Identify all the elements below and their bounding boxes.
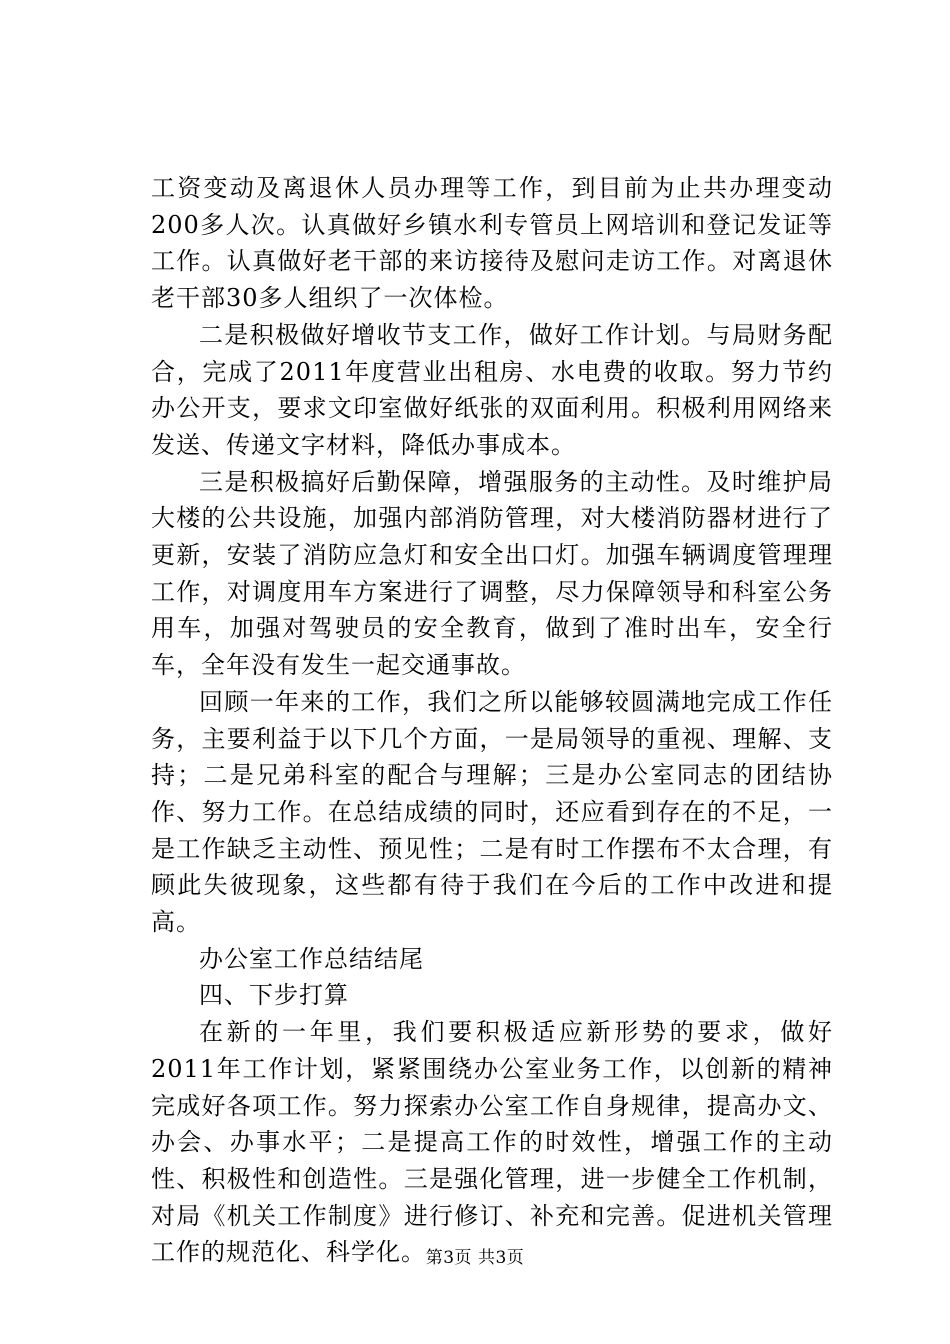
section-label-ending: 办公室工作总结结尾 [199,944,424,973]
paragraph-cost-saving: 二是积极做好增收节支工作，做好工作计划。与局财务配合，完成了2011年度营业出租房、水电费的收取。努力节约办公开支，要求文印室做好纸张的双面利用。积极利用网络来发送、传递文字材料，降低办事成本。 [151,320,833,459]
paragraph-plan: 在新的一年里，我们要积极适应新形势的要求，做好2011年工作计划，紧紧围绕办公室业务工作，以创新的精神完成好各项工作。努力探索办公室工作自身规律，提高办文、办会、办事水平；二是提高工作的时效性，增强工作的主动性、积极性和创造性。三是强化管理，进一步健全工作机制，对局《机关工作制度》进行修订、补充和完善。促进机关管理工作的规范化、科学化。 [151,1018,833,1267]
paragraph-continued: 工资变动及离退休人员办理等工作，到目前为止共办理变动200多人次。认真做好乡镇水利专管员上网培训和登记发证等工作。认真做好老干部的来访接待及慰问走访工作。对离退休老干部30多人组织了一次体检。 [151,174,833,313]
page-number-footer: 第3页 共3页 [425,1248,525,1268]
document-body [151,170,833,1271]
paragraph-logistics: 三是积极搞好后勤保障，增强服务的主动性。及时维护局大楼的公共设施，加强内部消防管理，对大楼消防器材进行了更新，安装了消防应急灯和安全出口灯。加强车辆调度管理理工作，对调度用车方案进行了调整，尽力保障领导和科室公务用车，加强对驾驶员的安全教育，做到了准时出车，安全行车，全年没有发生一起交通事故。 [151,467,833,680]
paragraph-review: 回顾一年来的工作，我们之所以能够较圆满地完成工作任务，主要利益于以下几个方面，一是局领导的重视、理解、支持；二是兄弟科室的配合与理解；三是办公室同志的团结协作、努力工作。在总结成绩的同时，还应看到存在的不足，一是工作缺乏主动性、预见性；二是有时工作摆布不太合理，有顾此失彼现象，这些都有待于我们在今后的工作中改进和提高。 [151,687,833,937]
section-heading-next-steps: 四、下步打算 [199,981,349,1010]
